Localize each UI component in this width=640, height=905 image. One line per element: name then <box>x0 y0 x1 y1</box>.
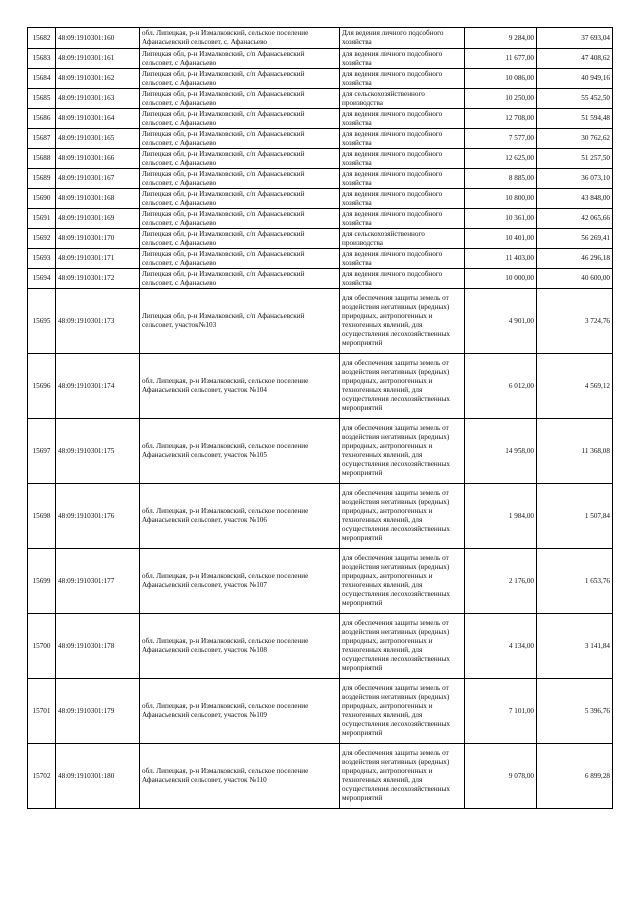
address-cell: обл. Липецкая, р-н Измалковский, сельское поселение Афанасьевский сельсовет, с. Афанасьево <box>140 28 340 49</box>
address-cell: Липецкая обл, р-н Измалковский, с/п Афанасьевский сельсовет, с Афанасьево <box>140 49 340 69</box>
table-row <box>28 209 613 229</box>
area-cell: 12 625,00 <box>465 149 537 169</box>
area-cell: 12 708,00 <box>465 109 537 129</box>
table-row <box>28 129 613 149</box>
row-number-cell: 15691 <box>28 209 56 229</box>
row-number-cell: 15701 <box>28 679 56 744</box>
cadastral-value-cell: 1 653,76 <box>537 549 613 614</box>
row-number-cell: 15695 <box>28 289 56 354</box>
cadastral-number-cell: 48:09:1910301:175 <box>56 419 140 484</box>
permitted-use-cell: для обеспечения защиты земель от воздействия негативных (вредных) природных, антропогенных и техногенных явлений, для осуществления лесохозяйственных мероприятий <box>340 419 465 484</box>
address-cell: обл. Липецкая, р-н Измалковский, сельское поселение Афанасьевский сельсовет, участок №110 <box>140 744 340 809</box>
area-cell: 9 284,00 <box>465 28 537 49</box>
cadastral-value-cell: 51 257,50 <box>537 149 613 169</box>
cadastral-number-cell: 48:09:1910301:180 <box>56 744 140 809</box>
row-number-cell: 15685 <box>28 89 56 109</box>
address-cell: Липецкая обл, р-н Измалковский, с/п Афанасьевский сельсовет, с Афанасьево <box>140 109 340 129</box>
permitted-use-cell: для ведения личного подсобного хозяйства <box>340 109 465 129</box>
area-cell: 1 984,00 <box>465 484 537 549</box>
permitted-use-cell: для сельскохозяйственного производства <box>340 89 465 109</box>
table-row <box>28 169 613 189</box>
row-number-cell: 15684 <box>28 69 56 89</box>
cadastral-number-cell: 48:09:1910301:168 <box>56 189 140 209</box>
area-cell: 10 401,00 <box>465 229 537 249</box>
address-cell: Липецкая обл, р-н Измалковский, с/п Афанасьевский сельсовет, с Афанасьево <box>140 149 340 169</box>
area-cell: 11 677,00 <box>465 49 537 69</box>
cadastral-number-cell: 48:09:1910301:165 <box>56 129 140 149</box>
address-cell: Липецкая обл, р-н Измалковский, с/п Афанасьевский сельсовет, с Афанасьево <box>140 249 340 269</box>
table-row <box>28 289 613 354</box>
cadastral-number-cell: 48:09:1910301:179 <box>56 679 140 744</box>
permitted-use-cell: для обеспечения защиты земель от воздействия негативных (вредных) природных, антропогенных и техногенных явлений, для осуществления лесохозяйственных мероприятий <box>340 744 465 809</box>
permitted-use-cell: для ведения личного подсобного хозяйства <box>340 169 465 189</box>
table-row <box>28 109 613 129</box>
cadastral-number-cell: 48:09:1910301:164 <box>56 109 140 129</box>
cadastral-value-cell: 40 600,00 <box>537 269 613 289</box>
row-number-cell: 15697 <box>28 419 56 484</box>
row-number-cell: 15693 <box>28 249 56 269</box>
permitted-use-cell: для ведения личного подсобного хозяйства <box>340 49 465 69</box>
cadastral-number-cell: 48:09:1910301:170 <box>56 229 140 249</box>
cadastral-value-cell: 11 368,08 <box>537 419 613 484</box>
area-cell: 9 078,00 <box>465 744 537 809</box>
cadastral-number-cell: 48:09:1910301:160 <box>56 28 140 49</box>
table-row <box>28 28 613 49</box>
cadastral-number-cell: 48:09:1910301:177 <box>56 549 140 614</box>
cadastral-value-cell: 51 594,48 <box>537 109 613 129</box>
address-cell: обл. Липецкая, р-н Измалковский, сельское поселение Афанасьевский сельсовет, участок №106 <box>140 484 340 549</box>
address-cell: обл. Липецкая, р-н Измалковский, сельское поселение Афанасьевский сельсовет, участок №107 <box>140 549 340 614</box>
table-row <box>28 744 613 809</box>
area-cell: 4 134,00 <box>465 614 537 679</box>
cadastral-value-cell: 30 762,62 <box>537 129 613 149</box>
row-number-cell: 15683 <box>28 49 56 69</box>
permitted-use-cell: для обеспечения защиты земель от воздействия негативных (вредных) природных, антропогенных и техногенных явлений, для осуществления лесохозяйственных мероприятий <box>340 484 465 549</box>
row-number-cell: 15688 <box>28 149 56 169</box>
cadastral-value-cell: 6 899,28 <box>537 744 613 809</box>
area-cell: 6 012,00 <box>465 354 537 419</box>
cadastral-value-cell: 4 569,12 <box>537 354 613 419</box>
address-cell: Липецкая обл, р-н Измалковский, с/п Афанасьевский сельсовет, с Афанасьево <box>140 169 340 189</box>
row-number-cell: 15687 <box>28 129 56 149</box>
address-cell: Липецкая обл, р-н Измалковский, с/п Афанасьевский сельсовет, с Афанасьево <box>140 69 340 89</box>
table-row <box>28 679 613 744</box>
address-cell: Липецкая обл, р-н Измалковский, с/п Афанасьевский сельсовет, с Афанасьево <box>140 269 340 289</box>
cadastral-number-cell: 48:09:1910301:178 <box>56 614 140 679</box>
cadastral-value-cell: 43 848,00 <box>537 189 613 209</box>
row-number-cell: 15699 <box>28 549 56 614</box>
cadastral-value-cell: 37 693,04 <box>537 28 613 49</box>
land-plots-table <box>27 27 613 809</box>
table-row <box>28 89 613 109</box>
area-cell: 7 577,00 <box>465 129 537 149</box>
permitted-use-cell: для сельскохозяйственного производства <box>340 229 465 249</box>
cadastral-number-cell: 48:09:1910301:169 <box>56 209 140 229</box>
address-cell: Липецкая обл, р-н Измалковский, с/п Афанасьевский сельсовет, участок№103 <box>140 289 340 354</box>
cadastral-value-cell: 47 408,62 <box>537 49 613 69</box>
area-cell: 14 958,00 <box>465 419 537 484</box>
row-number-cell: 15692 <box>28 229 56 249</box>
permitted-use-cell: Для ведения личного подсобного хозяйства <box>340 28 465 49</box>
permitted-use-cell: для ведения личного подсобного хозяйства <box>340 209 465 229</box>
row-number-cell: 15690 <box>28 189 56 209</box>
table-row <box>28 354 613 419</box>
table-row <box>28 229 613 249</box>
cadastral-number-cell: 48:09:1910301:174 <box>56 354 140 419</box>
cadastral-value-cell: 56 269,41 <box>537 229 613 249</box>
row-number-cell: 15700 <box>28 614 56 679</box>
table-row <box>28 269 613 289</box>
table-row <box>28 189 613 209</box>
address-cell: обл. Липецкая, р-н Измалковский, сельское поселение Афанасьевский сельсовет, участок №104 <box>140 354 340 419</box>
area-cell: 11 403,00 <box>465 249 537 269</box>
address-cell: Липецкая обл, р-н Измалковский, с/п Афанасьевский сельсовет, с Афанасьево <box>140 129 340 149</box>
table-row <box>28 614 613 679</box>
address-cell: Липецкая обл, р-н Измалковский, с/п Афанасьевский сельсовет, с Афанасьево <box>140 89 340 109</box>
cadastral-number-cell: 48:09:1910301:167 <box>56 169 140 189</box>
cadastral-number-cell: 48:09:1910301:176 <box>56 484 140 549</box>
cadastral-value-cell: 55 452,50 <box>537 89 613 109</box>
table-row <box>28 549 613 614</box>
area-cell: 10 086,00 <box>465 69 537 89</box>
area-cell: 10 250,00 <box>465 89 537 109</box>
address-cell: Липецкая обл, р-н Измалковский, с/п Афанасьевский сельсовет, с Афанасьево <box>140 229 340 249</box>
area-cell: 10 800,00 <box>465 189 537 209</box>
area-cell: 10 361,00 <box>465 209 537 229</box>
permitted-use-cell: для ведения личного подсобного хозяйства <box>340 269 465 289</box>
cadastral-value-cell: 1 507,84 <box>537 484 613 549</box>
cadastral-value-cell: 3 141,84 <box>537 614 613 679</box>
permitted-use-cell: для ведения личного подсобного хозяйства <box>340 149 465 169</box>
permitted-use-cell: для обеспечения защиты земель от воздействия негативных (вредных) природных, антропогенных и техногенных явлений, для осуществления лесохозяйственных мероприятий <box>340 549 465 614</box>
table-row <box>28 249 613 269</box>
cadastral-value-cell: 40 949,16 <box>537 69 613 89</box>
area-cell: 2 176,00 <box>465 549 537 614</box>
area-cell: 8 885,00 <box>465 169 537 189</box>
table-row <box>28 49 613 69</box>
permitted-use-cell: для ведения личного подсобного хозяйства <box>340 249 465 269</box>
permitted-use-cell: для ведения личного подсобного хозяйства <box>340 69 465 89</box>
cadastral-number-cell: 48:09:1910301:163 <box>56 89 140 109</box>
permitted-use-cell: для ведения личного подсобного хозяйства <box>340 189 465 209</box>
address-cell: Липецкая обл, р-н Измалковский, с/п Афанасьевский сельсовет, с Афанасьево <box>140 209 340 229</box>
cadastral-value-cell: 42 065,66 <box>537 209 613 229</box>
address-cell: Липецкая обл, р-н Измалковский, с/п Афанасьевский сельсовет, с Афанасьево <box>140 189 340 209</box>
permitted-use-cell: для обеспечения защиты земель от воздействия негативных (вредных) природных, антропогенных и техногенных явлений, для осуществления лесохозяйственных мероприятий <box>340 614 465 679</box>
table-row <box>28 69 613 89</box>
row-number-cell: 15696 <box>28 354 56 419</box>
permitted-use-cell: для обеспечения защиты земель от воздействия негативных (вредных) природных, антропогенных и техногенных явлений, для осуществления лесохозяйственных мероприятий <box>340 289 465 354</box>
cadastral-value-cell: 46 296,18 <box>537 249 613 269</box>
cadastral-number-cell: 48:09:1910301:172 <box>56 269 140 289</box>
cadastral-value-cell: 5 396,76 <box>537 679 613 744</box>
area-cell: 7 101,00 <box>465 679 537 744</box>
permitted-use-cell: для обеспечения защиты земель от воздействия негативных (вредных) природных, антропогенных и техногенных явлений, для осуществления лесохозяйственных мероприятий <box>340 679 465 744</box>
area-cell: 10 000,00 <box>465 269 537 289</box>
address-cell: обл. Липецкая, р-н Измалковский, сельское поселение Афанасьевский сельсовет, участок №105 <box>140 419 340 484</box>
row-number-cell: 15702 <box>28 744 56 809</box>
table-row <box>28 419 613 484</box>
cadastral-number-cell: 48:09:1910301:171 <box>56 249 140 269</box>
address-cell: обл. Липецкая, р-н Измалковский, сельское поселение Афанасьевский сельсовет, участок №108 <box>140 614 340 679</box>
row-number-cell: 15694 <box>28 269 56 289</box>
row-number-cell: 15698 <box>28 484 56 549</box>
table-row <box>28 149 613 169</box>
permitted-use-cell: для обеспечения защиты земель от воздействия негативных (вредных) природных, антропогенных и техногенных явлений, для осуществления лесохозяйственных мероприятий <box>340 354 465 419</box>
cadastral-value-cell: 36 073,10 <box>537 169 613 189</box>
permitted-use-cell: для ведения личного подсобного хозяйства <box>340 129 465 149</box>
table-row <box>28 484 613 549</box>
cadastral-number-cell: 48:09:1910301:166 <box>56 149 140 169</box>
cadastral-number-cell: 48:09:1910301:173 <box>56 289 140 354</box>
cadastral-value-cell: 3 724,76 <box>537 289 613 354</box>
land-plots-table-body <box>28 28 613 809</box>
row-number-cell: 15686 <box>28 109 56 129</box>
row-number-cell: 15689 <box>28 169 56 189</box>
address-cell: обл. Липецкая, р-н Измалковский, сельское поселение Афанасьевский сельсовет, участок №109 <box>140 679 340 744</box>
area-cell: 4 901,00 <box>465 289 537 354</box>
cadastral-number-cell: 48:09:1910301:161 <box>56 49 140 69</box>
cadastral-number-cell: 48:09:1910301:162 <box>56 69 140 89</box>
row-number-cell: 15682 <box>28 28 56 49</box>
